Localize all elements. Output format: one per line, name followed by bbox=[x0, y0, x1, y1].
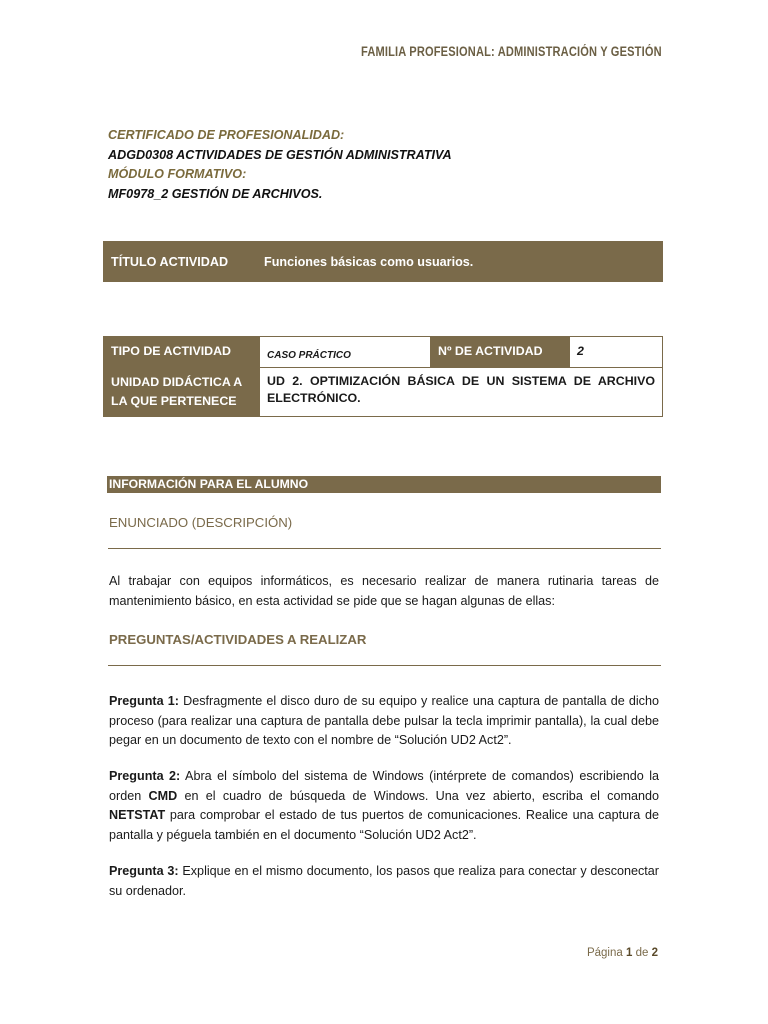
activity-table bbox=[103, 336, 663, 417]
activity-type-label-cell bbox=[104, 337, 260, 368]
didactic-unit-row bbox=[104, 368, 663, 417]
activity-number-value-cell bbox=[570, 337, 663, 368]
question-2-text-a: Abra el símbolo del sistema de Windows (intérprete de comandos) escribiendo la orden bbox=[109, 769, 660, 803]
statement-text: Al trabajar con equipos informáticos, es necesario realizar de manera rutinaria tareas de mantenimiento básico, en esta actividad se pide que se hagan algunas de ellas: bbox=[109, 574, 659, 608]
module-label: MÓDULO FORMATIVO: bbox=[108, 167, 247, 181]
activity-title-label: TÍTULO ACTIVIDAD bbox=[111, 255, 229, 269]
activity-title-bar bbox=[103, 241, 663, 282]
module-value: MF0978_2 GESTIÓN DE ARCHIVOS. bbox=[108, 186, 323, 201]
activity-type-value: CASO PRÁCTICO bbox=[267, 350, 351, 361]
activity-number-value: 2 bbox=[577, 344, 584, 358]
activity-type-label: TIPO DE ACTIVIDAD bbox=[111, 344, 232, 358]
activity-number-label-cell bbox=[431, 337, 570, 368]
questions-title: PREGUNTAS/ACTIVIDADES A REALIZAR bbox=[109, 632, 367, 647]
question-3-text: Explique en el mismo documento, los pasos que realiza para conectar y desconectar su ordenador. bbox=[109, 864, 660, 898]
activity-title-value: Funciones básicas como usuarios. bbox=[264, 255, 474, 269]
question-2-label: Pregunta 2: bbox=[109, 769, 181, 783]
question-2-text-c: para comprobar el estado de tus puertos de comunicaciones. Realice una captura de pantalla y péguela también en el documento “Solución UD2 Act2”. bbox=[109, 808, 659, 842]
didactic-unit-value: UD 2. OPTIMIZACIÓN BÁSICA DE UN SISTEMA DE ARCHIVO ELECTRÓNICO. bbox=[267, 374, 655, 405]
page-current: 1 bbox=[625, 947, 633, 959]
question-1 bbox=[109, 692, 659, 751]
question-3 bbox=[109, 862, 659, 901]
activity-type-value-cell bbox=[260, 337, 431, 368]
of-word: de bbox=[635, 947, 649, 959]
page-footer bbox=[587, 947, 658, 959]
didactic-unit-label: UNIDAD DIDÁCTICA A LA QUE PERTENECE bbox=[111, 375, 242, 408]
activity-type-row bbox=[104, 337, 663, 368]
questions-divider bbox=[108, 665, 661, 666]
page-word: Página bbox=[586, 947, 623, 959]
question-3-label: Pregunta 3: bbox=[109, 864, 179, 878]
question-1-label: Pregunta 1: bbox=[109, 694, 179, 708]
statement-divider bbox=[108, 548, 661, 549]
didactic-unit-label-cell bbox=[104, 368, 260, 417]
student-info-header: INFORMACIÓN PARA EL ALUMNO bbox=[107, 476, 661, 493]
question-2-cmd: CMD bbox=[148, 788, 178, 803]
question-2-netstat: NETSTAT bbox=[109, 808, 166, 822]
question-2 bbox=[109, 767, 659, 845]
certificate-block bbox=[108, 126, 452, 204]
header-family-title: FAMILIA PROFESIONAL: ADMINISTRACIÓN Y GESTIÓN bbox=[361, 44, 662, 59]
question-1-text: Desfragmente el disco duro de su equipo y realice una captura de pantalla de dicho proceso (para realizar una captura de pantalla debe pulsar la tecla imprimir pantalla), la cual debe pegar en un documento de texto con el nombre de “Solución UD2 Act2”. bbox=[109, 694, 659, 747]
certificate-value: ADGD0308 ACTIVIDADES DE GESTIÓN ADMINISTRATIVA bbox=[108, 147, 452, 162]
certificate-label: CERTIFICADO DE PROFESIONALIDAD: bbox=[108, 128, 345, 142]
activity-number-label: Nº DE ACTIVIDAD bbox=[438, 344, 543, 358]
page-total: 2 bbox=[651, 947, 658, 959]
question-2-text-b: en el cuadro de búsqueda de Windows. Una vez abierto, escriba el comando bbox=[177, 788, 659, 803]
statement-title: ENUNCIADO (DESCRIPCIÓN) bbox=[109, 515, 293, 530]
didactic-unit-value-cell bbox=[260, 368, 663, 417]
